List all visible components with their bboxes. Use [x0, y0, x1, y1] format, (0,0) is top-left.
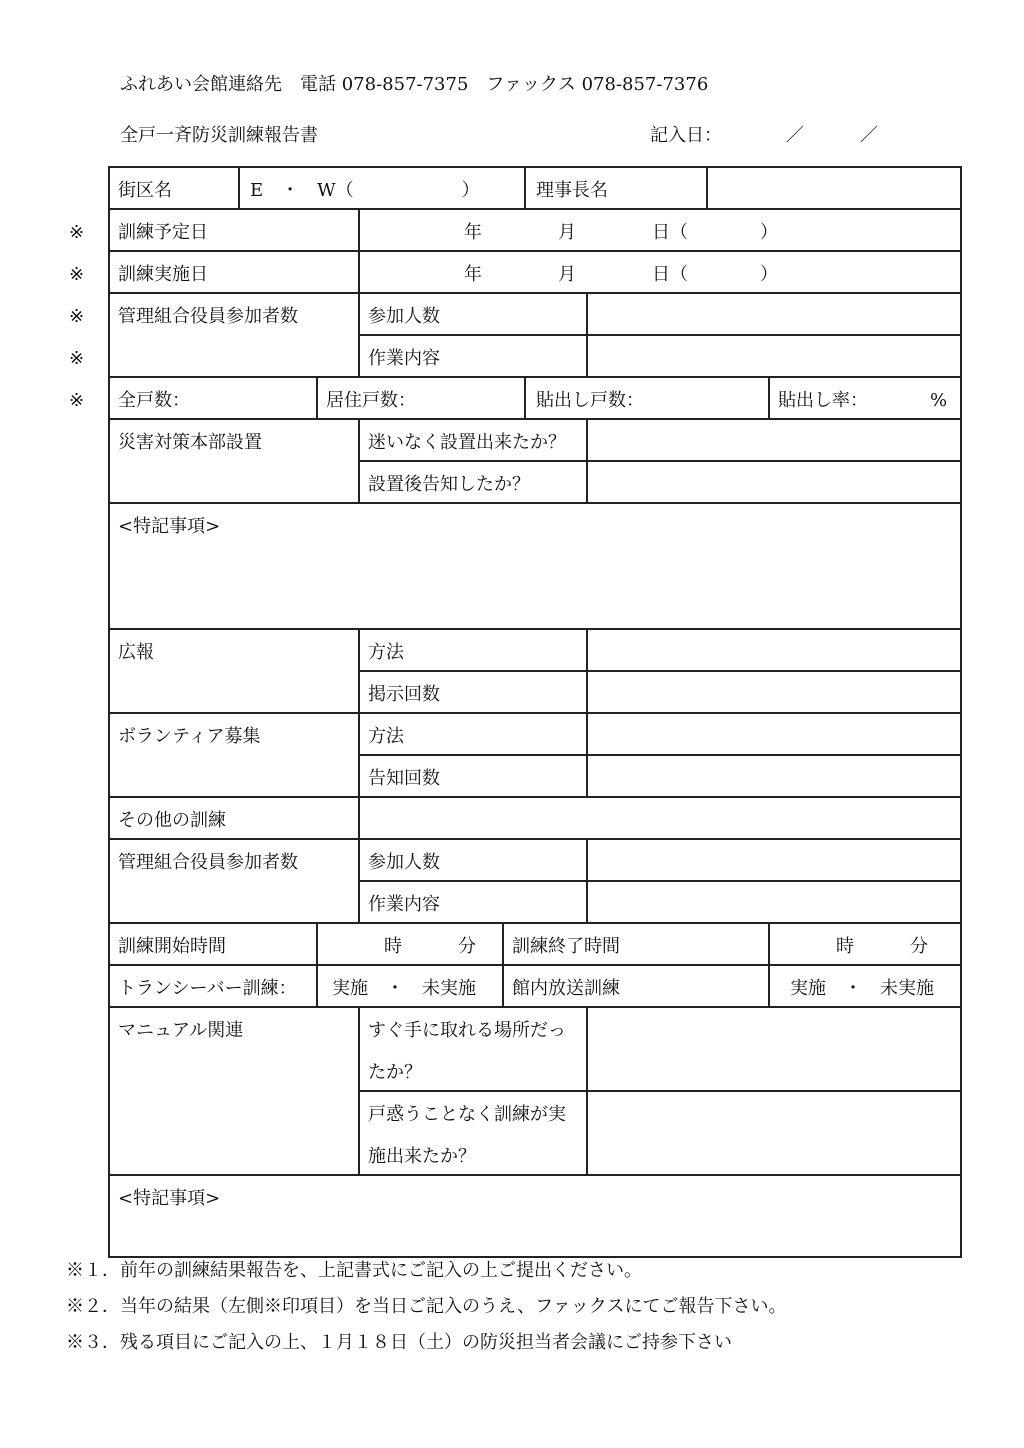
contact-line: ふれあい会館連絡先 電話 078-857-7375 ファックス 078-857-7376 — [120, 74, 709, 95]
sonota-label: その他の訓練 — [118, 810, 226, 831]
col-divider — [358, 418, 360, 502]
koho-hoho-label: 方法 — [368, 642, 404, 663]
mayoi-label: 迷いなく設置出来たか？ — [368, 432, 566, 453]
row-divider — [108, 502, 962, 504]
row-divider — [358, 1090, 962, 1092]
col-divider — [502, 922, 504, 1006]
kaishi-fun: 分 — [458, 936, 476, 957]
row-divider — [108, 796, 962, 798]
row-divider — [108, 376, 962, 378]
row-divider — [358, 670, 962, 672]
secchigo-label: 設置後告知したか？ — [368, 474, 530, 495]
row-divider — [108, 628, 962, 630]
kanri-label-2: 管理組合役員参加者数 — [118, 852, 298, 873]
jisshi-label: 訓練実施日 — [118, 264, 208, 285]
col-divider — [316, 922, 318, 1006]
date-separator: ／ — [786, 125, 804, 146]
sanka-label: 参加人数 — [368, 306, 440, 327]
yotei-day: 日（ ） — [652, 222, 778, 243]
row-divider — [108, 208, 962, 210]
kokuchi-label: 告知回数 — [368, 768, 440, 789]
shuryo-fun: 分 — [910, 936, 928, 957]
required-mark: ※ — [69, 264, 85, 285]
col-divider — [316, 376, 318, 418]
tokki-label: <特記事項> — [118, 516, 221, 537]
kaishi-ji: 時 — [384, 936, 402, 957]
row-divider — [108, 712, 962, 714]
kaishi-label: 訓練開始時間 — [118, 936, 226, 957]
haridaritsu-label: 貼出し率： — [778, 390, 868, 411]
row-divider — [358, 754, 962, 756]
saigai-label: 災害対策本部設置 — [118, 432, 262, 453]
required-mark: ※ — [69, 306, 85, 327]
col-divider — [586, 1006, 588, 1174]
table-border — [108, 1256, 962, 1258]
transceiver-label: トランシーバー訓練： — [118, 978, 297, 999]
row-divider — [358, 460, 962, 462]
date-label: 記入日： — [650, 125, 722, 146]
required-mark: ※ — [69, 390, 85, 411]
rijicho-label: 理事長名 — [536, 180, 608, 201]
row-divider — [108, 250, 962, 252]
required-mark: ※ — [69, 348, 85, 369]
gaiku-value: E ・ W（ ） — [250, 180, 480, 201]
footnote-2: ※２．当年の結果（左側※印項目）を当日ご記入のうえ、ファックスにてご報告下さい。 — [66, 1296, 787, 1317]
jisshi-month: 月 — [558, 264, 576, 285]
koho-label: 広報 — [118, 642, 154, 663]
kannai-choice[interactable]: 実施 ・ 未実施 — [790, 978, 934, 999]
footnote-3: ※３．残る項目にご記入の上、１月１８日（土）の防災担当者会議にご持参下さい — [66, 1332, 732, 1353]
row-divider — [108, 1006, 962, 1008]
harida-label: 貼出し戸数： — [536, 390, 644, 411]
volunteer-hoho-label: 方法 — [368, 726, 404, 747]
col-divider — [586, 628, 588, 796]
yotei-month: 月 — [558, 222, 576, 243]
row-divider — [108, 922, 962, 924]
col-divider — [358, 1006, 360, 1174]
tokki-label-2: <特記事項> — [118, 1188, 221, 1209]
row-divider — [358, 334, 962, 336]
sanka-label-2: 参加人数 — [368, 852, 440, 873]
sugu-question-cont: たか？ — [368, 1062, 422, 1083]
kannai-label: 館内放送訓練 — [512, 978, 620, 999]
col-divider — [524, 166, 526, 208]
row-divider — [108, 292, 962, 294]
yotei-year: 年 — [464, 222, 482, 243]
footnote-1: ※１．前年の訓練結果報告を、上記書式にご記入の上ご提出ください。 — [66, 1260, 642, 1281]
sagyo-label: 作業内容 — [368, 348, 440, 369]
page-title: 全戸一斉防災訓練報告書 — [120, 125, 318, 146]
table-border — [108, 166, 110, 1256]
col-divider — [586, 418, 588, 502]
kyoju-label: 居住戸数： — [326, 390, 416, 411]
col-divider — [768, 922, 770, 1006]
sugu-question: すぐ手に取れる場所だっ — [368, 1020, 566, 1041]
date-separator: ／ — [860, 125, 878, 146]
col-divider — [768, 376, 770, 418]
table-border — [960, 166, 962, 1256]
jisshi-year: 年 — [464, 264, 482, 285]
required-mark: ※ — [69, 222, 85, 243]
col-divider — [524, 376, 526, 418]
kanri-label: 管理組合役員参加者数 — [118, 306, 298, 327]
jisshi-day: 日（ ） — [652, 264, 778, 285]
row-divider — [108, 1174, 962, 1176]
volunteer-label: ボランティア募集 — [118, 726, 261, 747]
zenko-label: 全戸数： — [118, 390, 190, 411]
rijicho-field[interactable] — [708, 168, 960, 208]
shuryo-label: 訓練終了時間 — [512, 936, 620, 957]
col-divider — [238, 166, 240, 208]
transceiver-choice[interactable]: 実施 ・ 未実施 — [332, 978, 476, 999]
keiji-label: 掲示回数 — [368, 684, 440, 705]
manual-label: マニュアル関連 — [118, 1020, 244, 1041]
row-divider — [108, 418, 962, 420]
sagyo-label-2: 作業内容 — [368, 894, 440, 915]
col-divider — [358, 628, 360, 922]
shuryo-ji: 時 — [836, 936, 854, 957]
col-divider — [586, 838, 588, 922]
row-divider — [108, 964, 962, 966]
col-divider — [358, 208, 360, 376]
tomadou-question-cont: 施出来たか？ — [368, 1146, 476, 1167]
tomadou-question: 戸惑うことなく訓練が実 — [368, 1104, 566, 1125]
percent-sign: % — [930, 390, 948, 411]
yotei-label: 訓練予定日 — [118, 222, 208, 243]
gaiku-label: 街区名 — [118, 180, 172, 201]
row-divider — [358, 880, 962, 882]
col-divider — [586, 292, 588, 376]
row-divider — [108, 838, 962, 840]
